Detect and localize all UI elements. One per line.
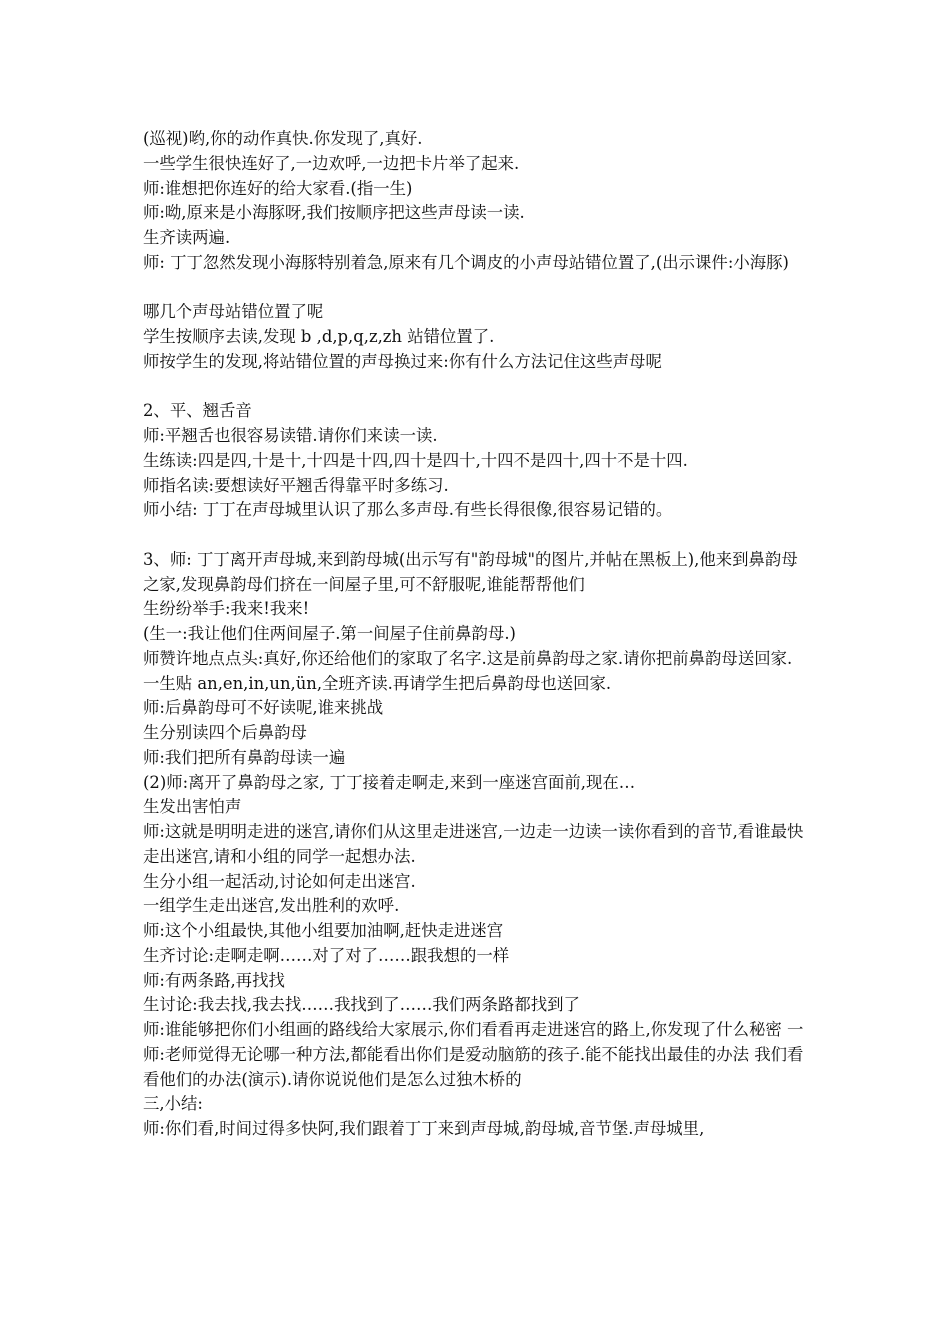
text-line: 生齐读两遍.	[143, 228, 231, 247]
text-line: 生分别读四个后鼻韵母	[143, 723, 307, 742]
text-line: 师:有两条路,再找找	[143, 970, 285, 990]
text-line: 师按学生的发现,将站错位置的声母换过来:你有什么方法记住这些声母呢	[143, 351, 662, 371]
text-line: 一些学生很快连好了,一边欢呼,一边把卡片举了起来.	[143, 153, 520, 173]
text-line: (巡视)哟,你的动作真快.你发现了,真好.	[143, 129, 423, 148]
text-line: 师赞许地点点头:真好,你还给他们的家取了名字.这是前鼻韵母之家.请你把前鼻韵母送回家.	[143, 648, 793, 668]
document-body	[143, 127, 813, 1142]
text-line: 师:谁能够把你们小组画的路线给大家展示,你们看看再走进迷宫的路上,你发现了什么秘密 一	[143, 1020, 804, 1039]
text-line: 生讨论:我去找,我去找……我找到了……我们两条路都找到了	[143, 995, 580, 1015]
text-line: 师: 丁丁忽然发现小海豚特别着急,原来有几个调皮的小声母站错位置了,(出示课件:小海豚)	[143, 252, 789, 272]
text-line: 生练读:四是四,十是十,十四是十四,四十是四十,十四不是四十,四十不是十四.	[143, 450, 688, 470]
text-line: 师:后鼻韵母可不好读呢,谁来挑战	[143, 698, 384, 718]
text-line: 师指名读:要想读好平翘舌得靠平时多练习.	[143, 475, 449, 495]
section-heading: 三,小结:	[143, 1094, 203, 1114]
text-line: 生齐讨论:走啊走啊……对了对了……跟我想的一样	[143, 945, 510, 965]
text-line: 生分小组一起活动,讨论如何走出迷宫.	[143, 871, 416, 891]
section-heading: 2、平、翘舌音	[143, 401, 252, 421]
text-line: (生一:我让他们住两间屋子.第一间屋子住前鼻韵母.)	[143, 624, 516, 643]
text-line: 师:你们看,时间过得多快阿,我们跟着丁丁来到声母城,韵母城,音节堡.声母城里,	[143, 1119, 705, 1138]
text-line: 师:我们把所有鼻韵母读一遍	[143, 747, 346, 767]
text-line: 师:这个小组最快,其他小组要加油啊,赶快走进迷宫	[143, 921, 504, 940]
text-line: 生纷纷举手:我来!我来!	[143, 599, 310, 619]
text-line: 一生贴 an,en,in,un,ün,全班齐读.再请学生把后鼻韵母也送回家.	[143, 673, 612, 693]
blank-line	[143, 375, 813, 400]
text-line: 师:呦,原来是小海豚呀,我们按顺序把这些声母读一读.	[143, 203, 525, 223]
blank-line	[143, 523, 813, 548]
text-line: 师:平翘舌也很容易读错.请你们来读一读.	[143, 426, 438, 445]
text-line: 一组学生走出迷宫,发出胜利的欢呼.	[143, 896, 400, 916]
text-line: 学生按顺序去读,发现 b ,d,p,q,z,zh 站错位置了.	[143, 327, 495, 346]
text-line: (2)师:离开了鼻韵母之家, 丁丁接着走啊走,来到一座迷宫面前,现在…	[143, 772, 636, 792]
text-line: 师小结: 丁丁在声母城里认识了那么多声母.有些长得很像,很容易记错的。	[143, 500, 673, 520]
text-line: 哪几个声母站错位置了呢	[143, 302, 324, 322]
text-line: 师:这就是明明走进的迷宫,请你们从这里走进迷宫,一边走一边读一读你看到的音节,看谁最快走出迷宫,请和小组的同学一起想办法.	[143, 822, 804, 866]
text-line: 师:谁想把你连好的给大家看.(指一生)	[143, 178, 413, 198]
text-line: 师:老师觉得无论哪一种方法,都能看出你们是爱动脑筋的孩子.能不能找出最佳的办法 我们看看他们的办法(演示).请你说说他们是怎么过独木桥的	[143, 1044, 804, 1089]
text-line: 3、师: 丁丁离开声母城,来到韵母城(出示写有"韵母城"的图片,并帖在黑板上),他来到鼻韵母之家,发现鼻韵母们挤在一间屋子里,可不舒服呢,谁能帮帮他们	[143, 549, 798, 594]
blank-line	[143, 276, 813, 301]
text-line: 生发出害怕声	[143, 797, 242, 817]
